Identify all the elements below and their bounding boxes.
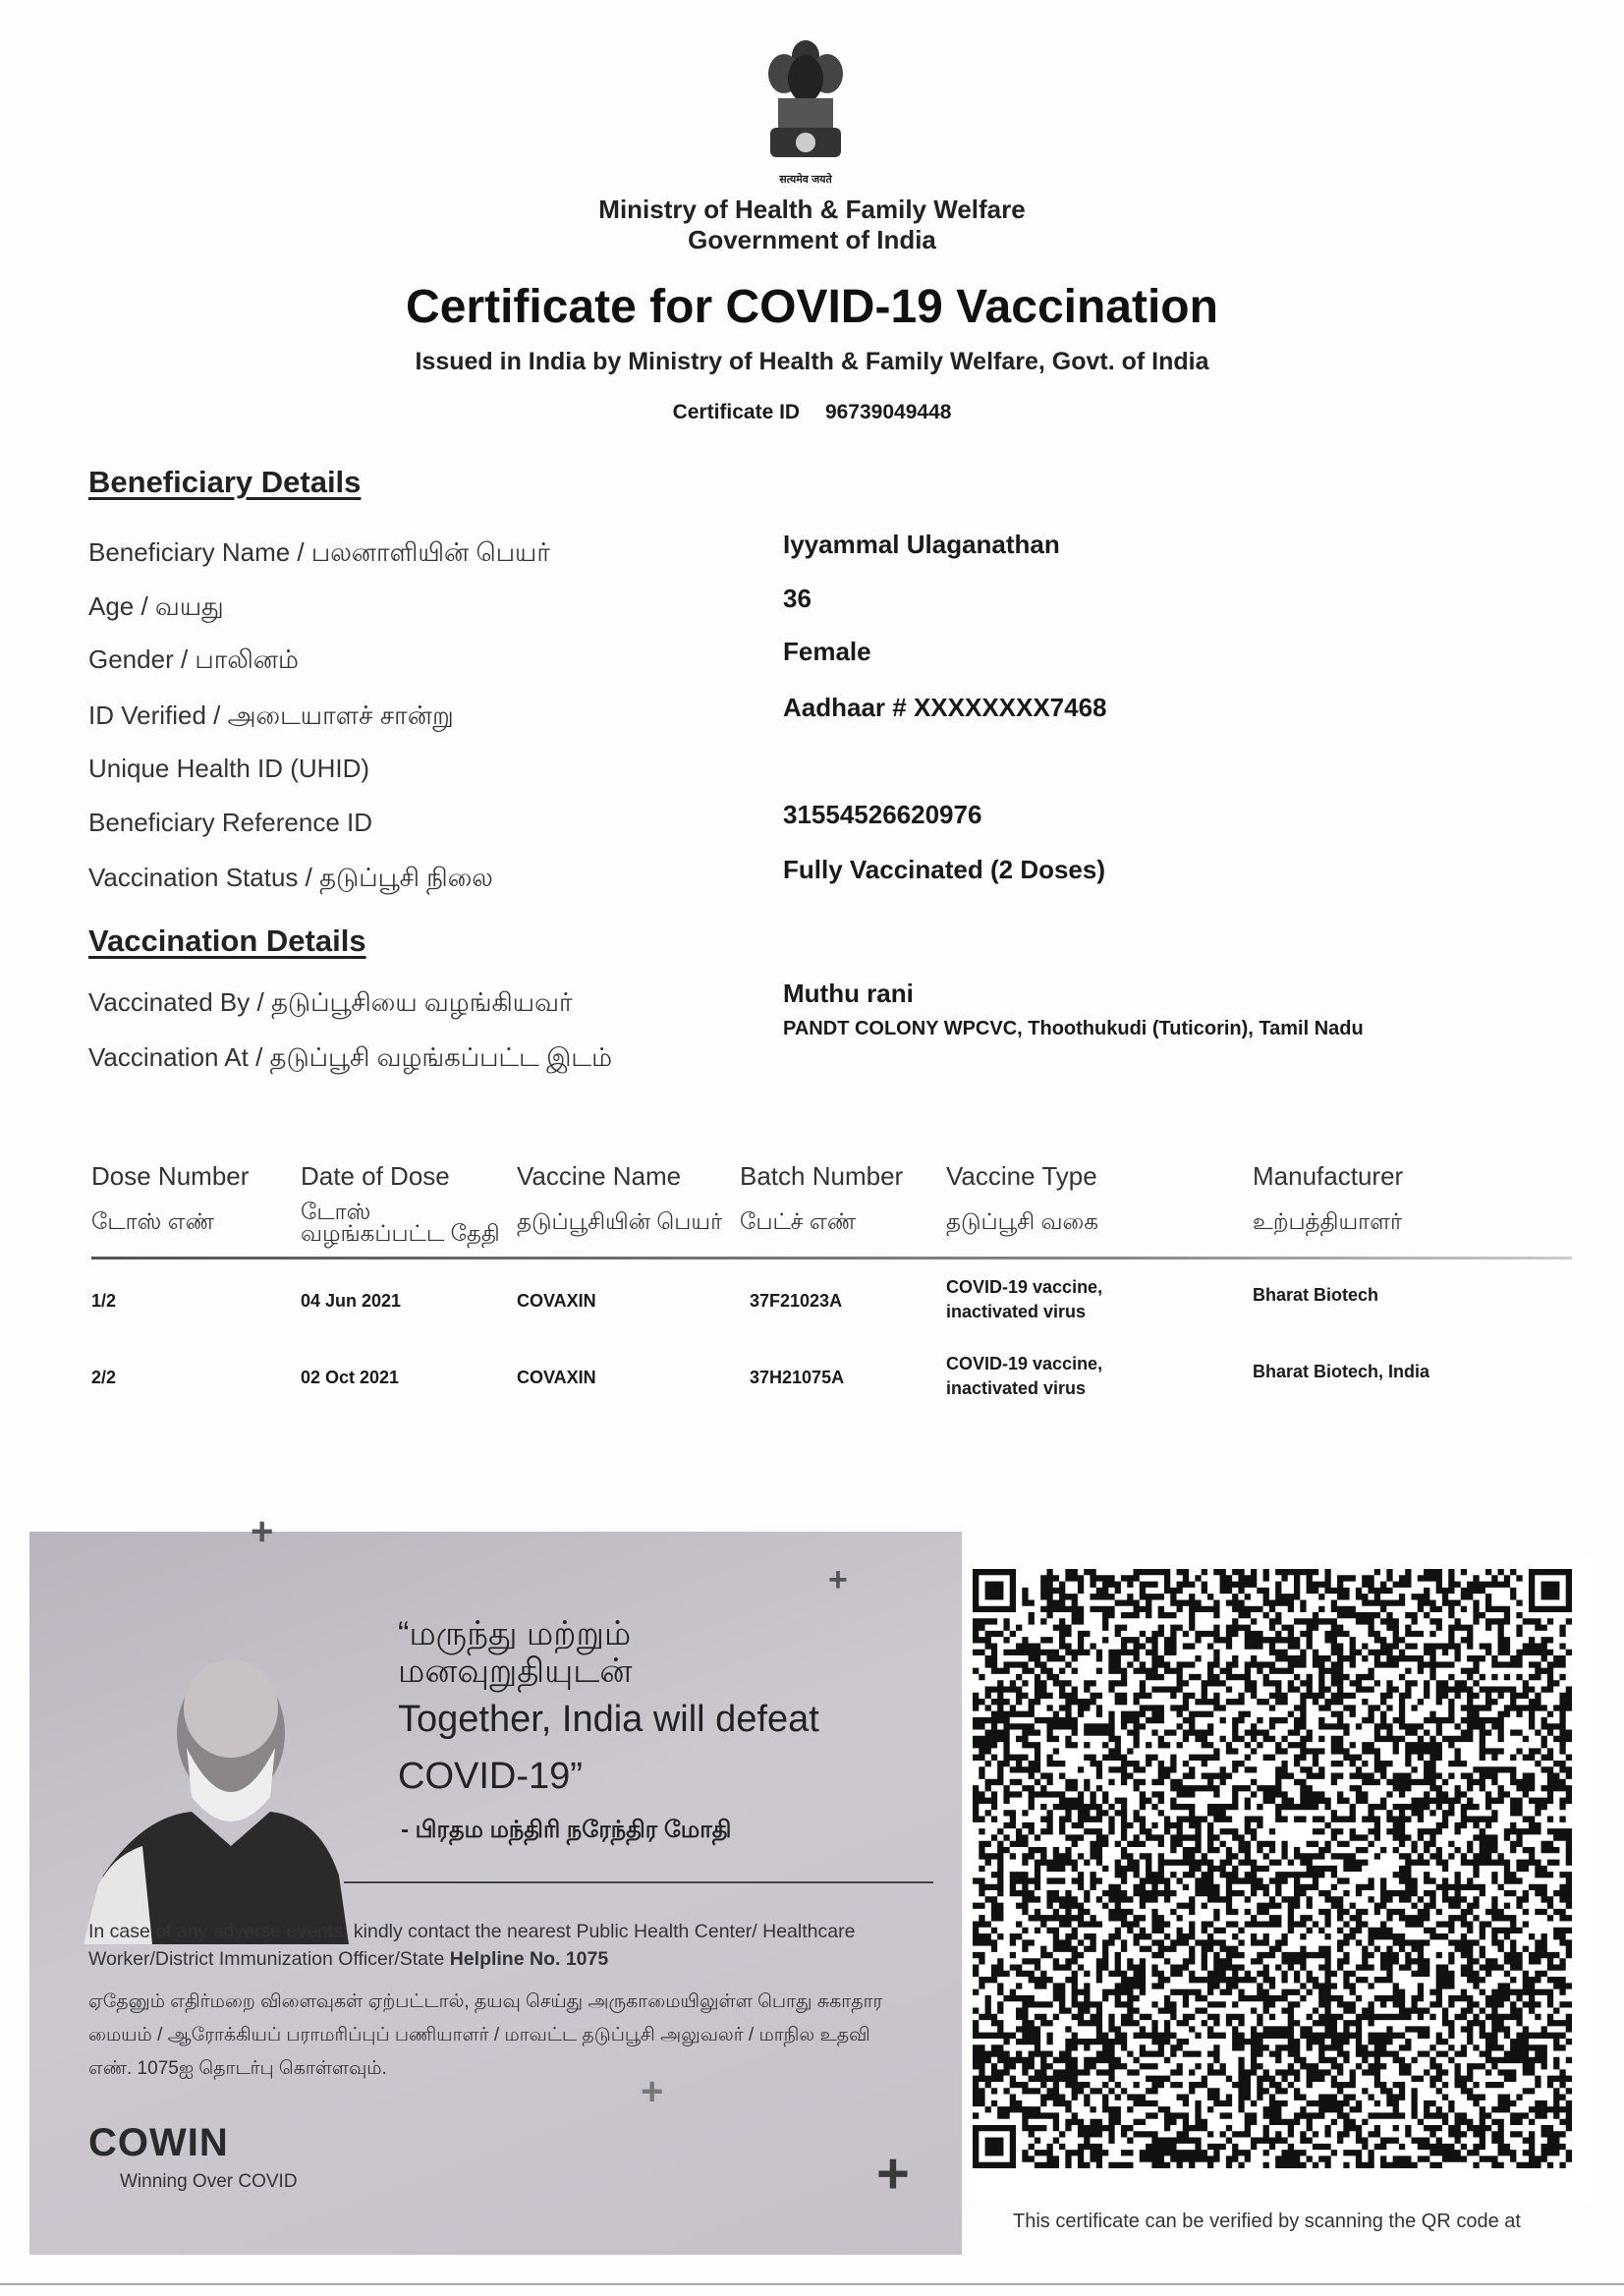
certificate-id-value: 96739049448 <box>824 401 952 423</box>
column-header: Date of Dose <box>301 1161 450 1191</box>
beneficiary-field-value: Female <box>783 637 871 666</box>
beneficiary-field-label: Gender / பாலினம் <box>88 644 299 674</box>
issued-by: Issued in India by Ministry of Health & Family Welfare, Govt. of India <box>415 348 1209 375</box>
quote-english: Together, India will defeat COVID-19” <box>398 1699 819 1797</box>
table-cell: 37H21075A <box>750 1368 845 1387</box>
beneficiary-field-value: Aadhaar # XXXXXXXX7468 <box>783 693 1107 722</box>
vaccinated-at-label: Vaccination At / தடுப்பூசி வழங்கப்பட்ட இடம் <box>88 1042 612 1072</box>
pm-banner <box>29 1510 962 2255</box>
certificate-id <box>0 401 1624 424</box>
column-header-tamil: பேட்ச் எண் <box>740 1208 857 1234</box>
national-emblem <box>756 34 855 192</box>
column-header: Vaccine Type <box>946 1161 1097 1191</box>
beneficiary-field-label: Beneficiary Name / பலனாளியின் பெயர் <box>88 537 550 567</box>
column-header-tamil: தடுப்பூசி வகை <box>946 1208 1098 1234</box>
plus-decoration-icon: + <box>641 2070 664 2113</box>
quote-attribution: - பிரதம மந்திரி நரேந்திர மோதி <box>401 1817 732 1843</box>
vaccination-details-heading: Vaccination Details <box>88 924 366 958</box>
quote-tamil: “மருந்து மற்றும் மனவுறுதியுடன் <box>398 1615 633 1690</box>
beneficiary-field-label: Unique Health ID (UHID) <box>88 754 370 783</box>
table-cell: 2/2 <box>91 1368 117 1387</box>
table-cell: COVID-19 vaccine, inactivated virus <box>946 1354 1103 1398</box>
beneficiary-field-value: Iyyammal Ulaganathan <box>783 530 1060 559</box>
cowin-tagline: Winning Over COVID <box>120 2171 298 2192</box>
table-cell: Bharat Biotech, India <box>1253 1362 1430 1381</box>
table-cell: Bharat Biotech <box>1253 1285 1379 1305</box>
vaccinated-by-value: Muthu rani <box>783 979 914 1008</box>
certificate-id-label: Certificate ID <box>672 401 801 423</box>
column-header-tamil: உற்பத்தியாளர் <box>1253 1208 1402 1234</box>
beneficiary-field-label: Beneficiary Reference ID <box>88 808 373 837</box>
plus-decoration-icon: + <box>876 2142 910 2206</box>
table-cell: COVAXIN <box>517 1368 596 1387</box>
beneficiary-field-value: 36 <box>783 584 812 613</box>
column-header-tamil: தடுப்பூசியின் பெயர் <box>517 1208 723 1234</box>
table-cell: 02 Oct 2021 <box>301 1368 400 1387</box>
qr-area <box>962 1554 1591 2203</box>
table-divider <box>91 1257 1572 1260</box>
helpline-number: Helpline No. 1075 <box>449 1948 609 1970</box>
qr-code[interactable] <box>973 1569 1572 2184</box>
vaccinated-by-label: Vaccinated By / தடுப்பூசியை வழங்கியவர் <box>88 987 573 1017</box>
adverse-events-text-tamil: ஏதேனும் எதிர்மறை விளைவுகள் ஏற்பட்டால், தயவு செய்து அருகாமையிலுள்ள பொது சுகாதார மையம் / ஆரோக்கியப் பராமரிப்புப் பணியாளர் / மாவட்ட தடுப்பூசி அலுவலர் / மாநில உதவி எண். 1075ஐ தொடர்பு கொள்ளவும். <box>88 1991 883 2079</box>
ministry-name: Ministry of Health & Family Welfare <box>598 195 1026 224</box>
government-name: Government of India <box>688 225 936 254</box>
emblem-icon <box>756 34 855 167</box>
beneficiary-field-value: 31554526620976 <box>783 800 982 829</box>
beneficiary-field-label: ID Verified / அடையாளச் சான்று <box>88 700 454 730</box>
table-cell: 1/2 <box>91 1291 117 1311</box>
beneficiary-field-label: Age / வயது <box>88 591 224 621</box>
column-header: Batch Number <box>740 1161 904 1191</box>
column-header: Dose Number <box>91 1161 250 1191</box>
cowin-logo: COWIN <box>88 2121 229 2164</box>
page-title: Certificate for COVID-19 Vaccination <box>406 281 1218 333</box>
adverse-events-text: In case of any adverse events, kindly contact the nearest Public Health Center/ Healthcare Worker/District Immunization Officer/State Helpline No. 1075 <box>88 1921 856 1970</box>
beneficiary-field-value: Fully Vaccinated (2 Doses) <box>783 855 1106 884</box>
plus-decoration-icon: + <box>251 1510 274 1553</box>
table-cell: 37F21023A <box>750 1291 843 1311</box>
table-cell: COVID-19 vaccine, inactivated virus <box>946 1277 1103 1321</box>
page-bottom-line <box>0 2283 1624 2285</box>
qr-verify-text: This certificate can be verified by scanning the QR code at <box>1013 2211 1521 2232</box>
column-header-tamil: டோஸ் எண் <box>91 1208 214 1234</box>
table-cell: COVAXIN <box>517 1291 596 1311</box>
emblem-motto: सत्यमेव जयते <box>779 174 832 186</box>
table-cell: 04 Jun 2021 <box>301 1291 402 1311</box>
beneficiary-field-label: Vaccination Status / தடுப்பூசி நிலை <box>88 863 493 892</box>
column-header-tamil: டோஸ் வழங்கப்பட்ட தேதி <box>301 1199 500 1246</box>
plus-decoration-icon: + <box>828 1561 848 1598</box>
vaccinated-at-value: PANDT COLONY WPCVC, Thoothukudi (Tuticorin), Tamil Nadu <box>783 1018 1364 1039</box>
beneficiary-details-heading: Beneficiary Details <box>88 465 362 499</box>
column-header: Vaccine Name <box>517 1161 682 1191</box>
banner-divider <box>344 1881 933 1883</box>
column-header: Manufacturer <box>1253 1161 1404 1191</box>
pm-portrait <box>84 1640 378 1944</box>
